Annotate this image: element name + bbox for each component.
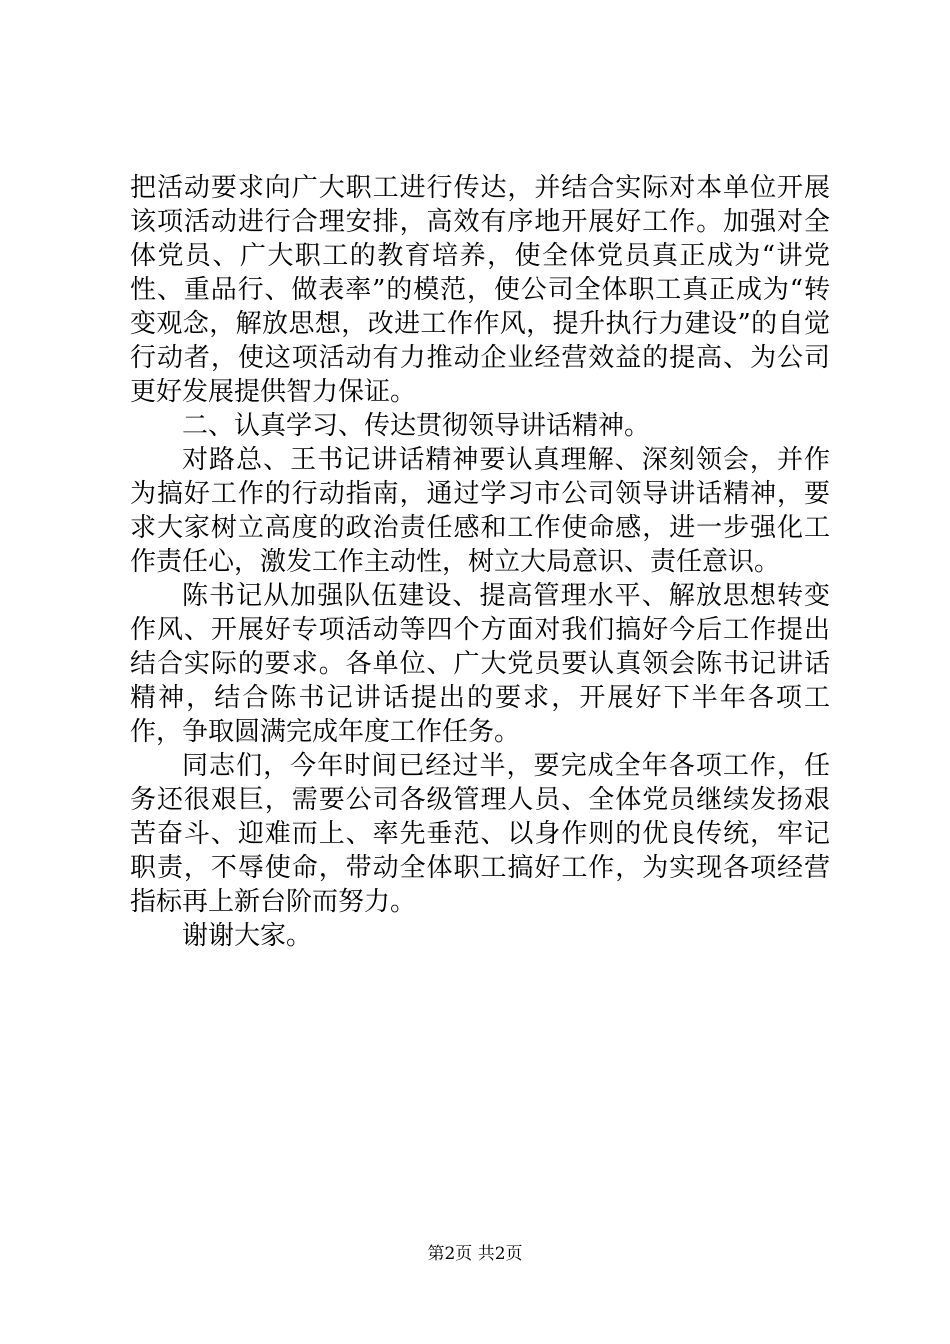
paragraph-6-closing: 谢谢大家。 — [182, 921, 313, 951]
document-body — [130, 171, 830, 953]
page-footer — [0, 1243, 950, 1265]
page-number-label: 第2页 共2页 — [427, 1244, 523, 1264]
paragraph-2-heading: 二、认真学习、传达贯彻领导讲话精神。 — [182, 411, 651, 441]
paragraph-1: 把活动要求向广大职工进行传达，并结合实际对本单位开展该项活动进行合理安排，高效有序地开展好工作。加强对全体党员、广大职工的教育培养，使全体党员真正成为“讲党性、重品行、做表率”的模范，使公司全体职工真正成为“转变观念，解放思想，改进工作作风，提升执行力建设”的自觉行动者，使这项活动有力推动企业经营效益的提高、为公司更好发展提供智力保证。 — [130, 173, 830, 407]
paragraph-5: 同志们，今年时间已经过半，要完成全年各项工作，任务还很艰巨，需要公司各级管理人员、全体党员继续发扬艰苦奋斗、迎难而上、率先垂范、以身作则的优良传统，牢记职责，不辱使命，带动全体职工搞好工作，为实现各项经营指标再上新台阶而努力。 — [130, 751, 830, 917]
paragraph-3: 对路总、王书记讲话精神要认真理解、深刻领会，并作为搞好工作的行动指南，通过学习市公司领导讲话精神，要求大家树立高度的政治责任感和工作使命感，进一步强化工作责任心，激发工作主动性，树立大局意识、责任意识。 — [130, 445, 830, 577]
paragraph-4: 陈书记从加强队伍建设、提高管理水平、解放思想转变作风、开展好专项活动等四个方面对我们搞好今后工作提出结合实际的要求。各单位、广大党员要认真领会陈书记讲话精神，结合陈书记讲话提出的要求，开展好下半年各项工作，争取圆满完成年度工作任务。 — [130, 581, 830, 747]
